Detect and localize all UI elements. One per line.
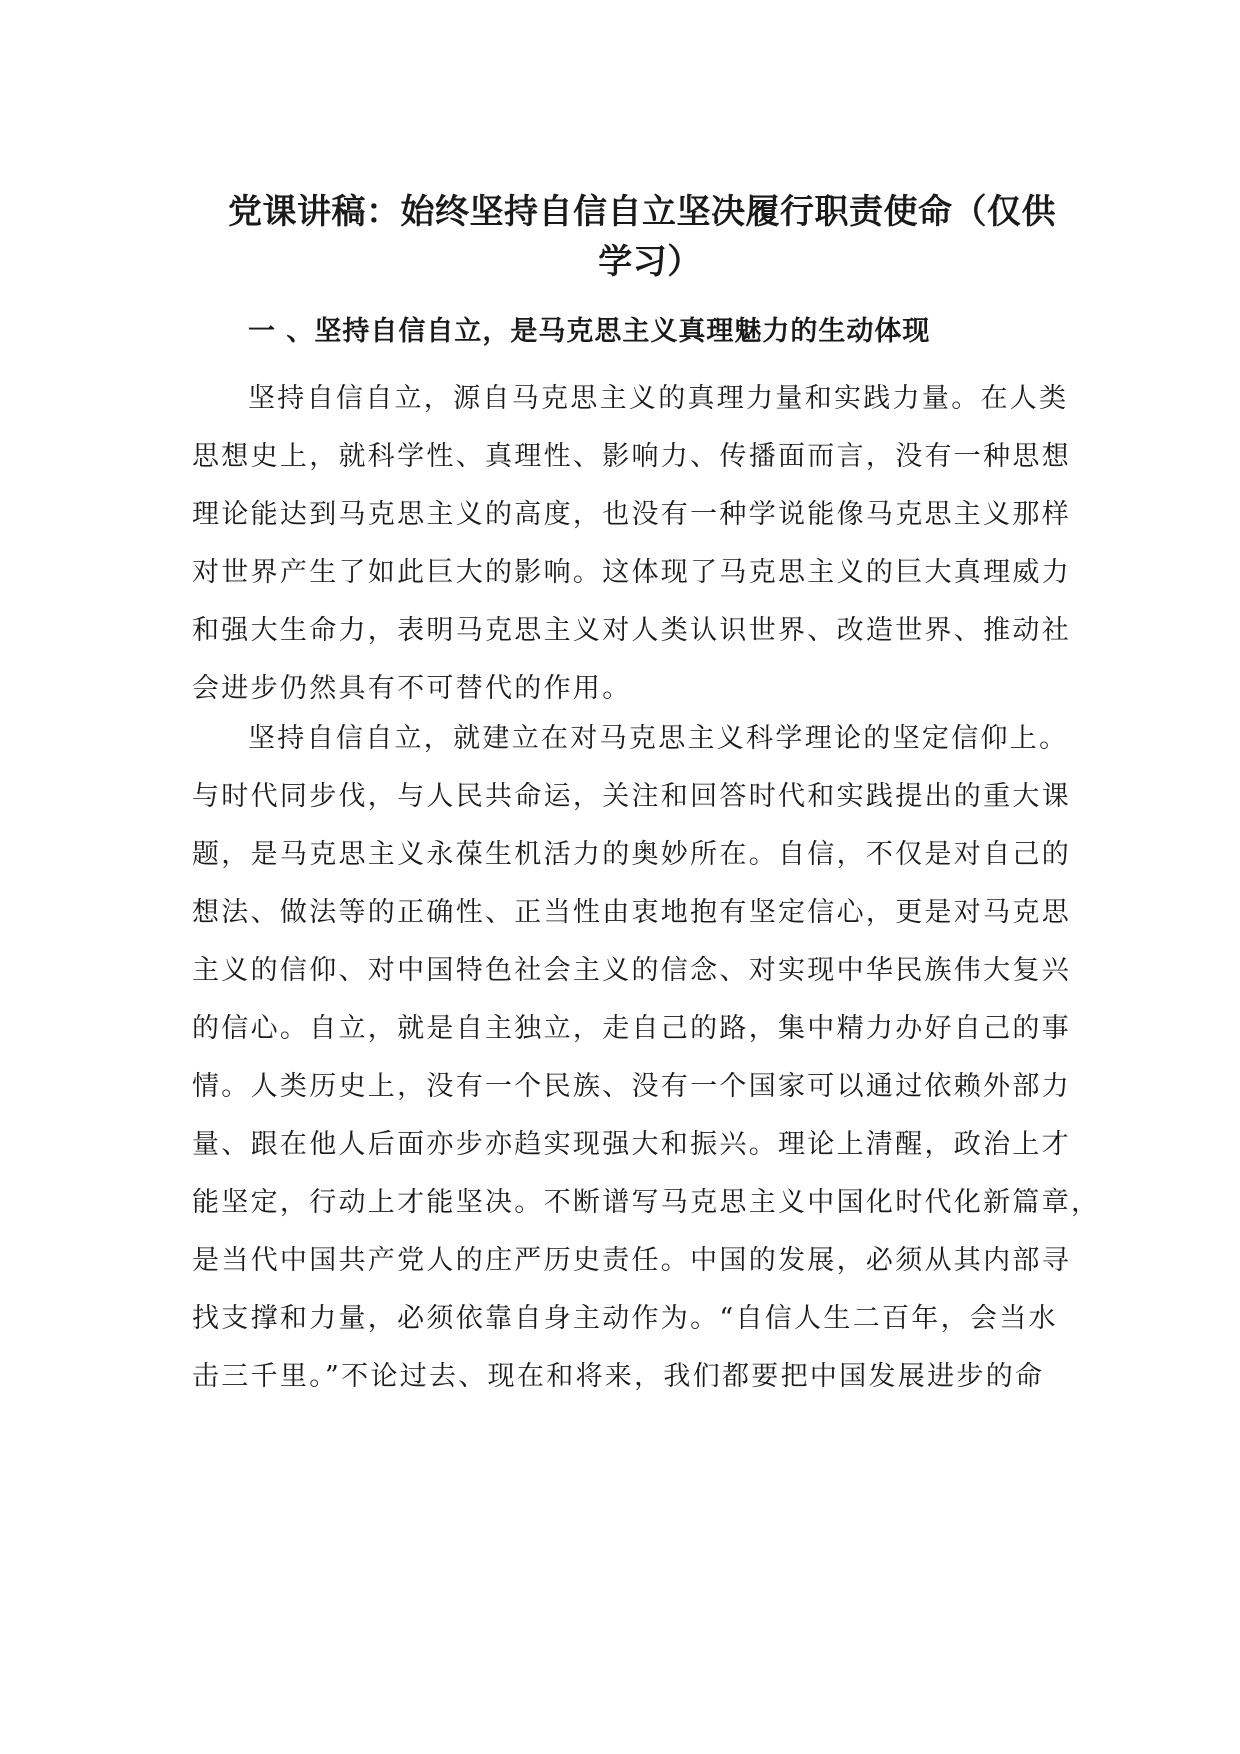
paragraph-line: 坚持自信自立，源自马克思主义的真理力量和实践力量。在人类 — [248, 383, 1069, 414]
paragraph-line: 量、跟在他人后面亦步亦趋实现强大和振兴。理论上清醒，政治上才 — [192, 1129, 1071, 1160]
document-title — [228, 187, 1068, 287]
paragraph-line: 情。人类历史上，没有一个民族、没有一个国家可以通过依赖外部力 — [192, 1071, 1071, 1102]
paragraph-line: 理论能达到马克思主义的高度，也没有一种学说能像马克思主义那样 — [192, 499, 1071, 530]
paragraph-line: 坚持自信自立，就建立在对马克思主义科学理论的坚定信仰上。 — [248, 723, 1069, 754]
paragraph-line: 和强大生命力，表明马克思主义对人类认识世界、改造世界、推动社 — [192, 615, 1071, 646]
paragraph-line: 主义的信仰、对中国特色社会主义的信念、对实现中华民族伟大复兴 — [192, 955, 1071, 986]
paragraph-2 — [192, 710, 1101, 1406]
paragraph-line: 是当代中国共产党人的庄严历史责任。中国的发展，必须从其内部寻 — [192, 1245, 1071, 1276]
paragraph-line: 能坚定，行动上才能坚决。不断谱写马克思主义中国化时代化新篇章， — [192, 1187, 1101, 1218]
title-line: 学习） — [598, 242, 702, 282]
title-line: 党课讲稿：始终坚持自信自立坚决履行职责使命（仅供 — [228, 192, 1056, 232]
section-heading: 一 、坚持自信自立，是马克思主义真理魅力的生动体现 — [248, 316, 931, 347]
paragraph-line: 击三千里。”不论过去、现在和将来，我们都要把中国发展进步的命 — [192, 1361, 1045, 1392]
paragraph-line: 找支撑和力量，必须依靠自身主动作为。“自信人生二百年，会当水 — [192, 1303, 1058, 1334]
paragraph-line: 的信心。自立，就是自主独立，走自己的路，集中精力办好自己的事 — [192, 1013, 1071, 1044]
paragraph-line: 与时代同步伐，与人民共命运，关注和回答时代和实践提出的重大课 — [192, 781, 1071, 812]
paragraph-line: 会进步仍然具有不可替代的作用。 — [192, 673, 632, 704]
paragraph-line: 想法、做法等的正确性、正当性由衷地抱有坚定信心，更是对马克思 — [192, 897, 1071, 928]
paragraph-line: 思想史上，就科学性、真理性、影响力、传播面而言，没有一种思想 — [192, 441, 1071, 472]
paragraph-line: 对世界产生了如此巨大的影响。这体现了马克思主义的巨大真理威力 — [192, 557, 1071, 588]
paragraph-line: 题，是马克思主义永葆生机活力的奥妙所在。自信，不仅是对自己的 — [192, 839, 1071, 870]
paragraph-1 — [192, 370, 1071, 718]
